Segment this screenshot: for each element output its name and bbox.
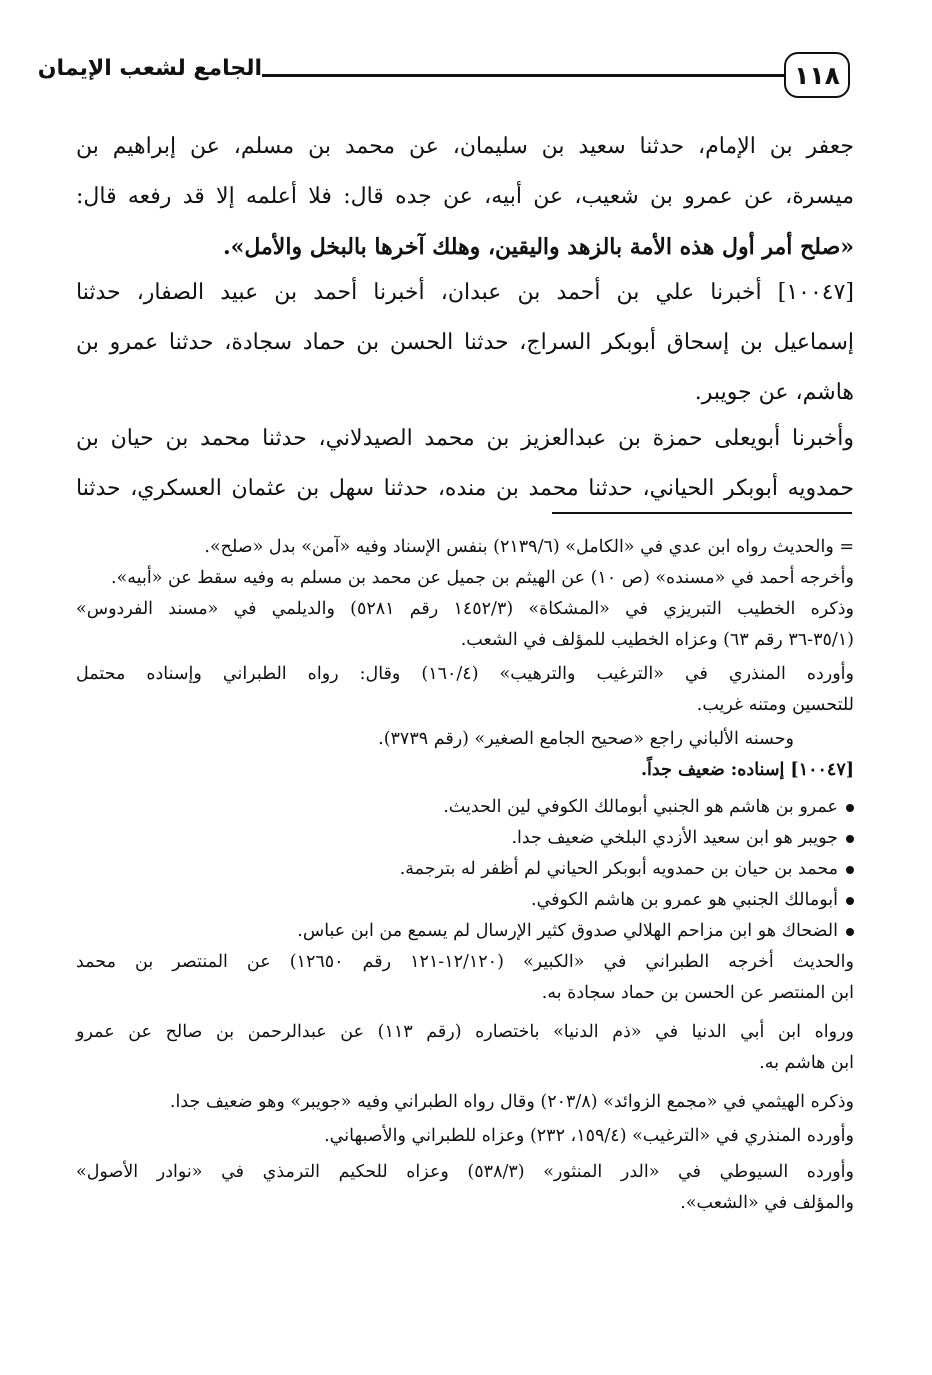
paragraph-2	[76, 268, 854, 418]
narrator-bullet	[76, 823, 854, 854]
footnote-line: ابن هاشم به.	[759, 1053, 854, 1073]
bullet-text: عمرو بن هاشم هو الجنبي أبومالك الكوفي لين الحديث.	[443, 797, 838, 817]
hadith-text-line: «صلح أمر أول هذه الأمة بالزهد واليقين، وهلك آخرها بالبخل والأمل».	[222, 234, 854, 260]
bullet-text: أبومالك الجنبي هو عمرو بن هاشم الكوفي.	[531, 890, 838, 910]
bullet-dot	[846, 866, 854, 874]
text-line: هاشم، عن جويبر.	[694, 380, 854, 405]
footnote-line: وحسنه الألباني راجع «صحيح الجامع الصغير» (رقم ٣٧٣٩).	[378, 729, 794, 749]
running-title: الجامع لشعب الإيمان	[37, 56, 262, 81]
text-line: جعفر بن الإمام، حدثنا سعيد بن سليمان، عن محمد بن مسلم، عن إبراهيم بن	[76, 134, 854, 159]
page-number: ١١٨	[794, 60, 840, 90]
text-line: ميسرة، عن عمرو بن شعيب، عن أبيه، عن جده قال: فلا أعلمه إلا قد رفعه قال:	[76, 184, 854, 209]
footnote-line: والحديث أخرجه الطبراني في «الكبير» (١٢/١٢٠-١٢١ رقم ١٢٦٥٠) عن المنتصر بن محمد	[76, 952, 854, 972]
footnote-line: (٣٥/١-٣٦ رقم ٦٣) وعزاه الخطيب للمؤلف في الشعب.	[460, 630, 854, 650]
paragraph-3	[76, 414, 854, 514]
footnote-line: ابن المنتصر عن الحسن بن حماد سجادة به.	[541, 983, 854, 1003]
footnote-line: وذكره الهيثمي في «مجمع الزوائد» (٢٠٣/٨) وقال رواه الطبراني وفيه «جويبر» وهو ضعيف جدا.	[169, 1092, 854, 1112]
footnote-line: والمؤلف في «الشعب».	[680, 1193, 854, 1213]
bullet-dot	[846, 928, 854, 936]
footnote-separator	[552, 512, 852, 514]
footnote-line: وأورده السيوطي في «الدر المنثور» (٥٣٨/٣) وعزاه للحكيم الترمذي في «نوادر الأصول»	[76, 1162, 854, 1182]
page-number-badge	[784, 52, 850, 98]
narrator-bullet	[76, 885, 854, 916]
text-line: حمدويه أبوبكر الحياني، حدثنا محمد بن منده، حدثنا سهل بن عثمان العسكري، حدثنا	[76, 476, 854, 501]
footnote-line: للتحسين ومتنه غريب.	[696, 695, 854, 715]
isnad-grade-line: [١٠٠٤٧] إسناده: ضعيف جداً.	[640, 760, 854, 780]
narrator-bullet	[76, 916, 854, 947]
footnote-line: = والحديث رواه ابن عدي في «الكامل» (٢١٣٩/٦) بنفس الإسناد وفيه «آمن» بدل «صلح».	[204, 537, 854, 557]
text-line: وأخبرنا أبويعلى حمزة بن عبدالعزيز بن محمد الصيدلاني، حدثنا محمد بن حيان بن	[76, 426, 854, 451]
text-line: إسماعيل بن إسحاق أبوبكر السراج، حدثنا الحسن بن حماد سجادة، حدثنا عمرو بن	[76, 330, 854, 355]
narrator-bullet	[76, 854, 854, 885]
bullet-text: جويبر هو ابن سعيد الأزدي البلخي ضعيف جدا.	[511, 828, 838, 848]
bullet-text: الضحاك هو ابن مزاحم الهلالي صدوق كثير الإرسال لم يسمع من ابن عباس.	[297, 921, 838, 941]
header-rule	[262, 74, 784, 77]
footnote-line: وأورده المنذري في «الترغيب والترهيب» (١٦٠/٤) وقال: رواه الطبراني وإسناده محتمل	[76, 664, 854, 684]
footnotes	[76, 532, 854, 1219]
bullet-dot	[846, 897, 854, 905]
bullet-dot	[846, 835, 854, 843]
bullet-text: محمد بن حيان بن حمدويه أبوبكر الحياني لم أظفر له بترجمة.	[399, 859, 838, 879]
footnote-line: ورواه ابن أبي الدنيا في «ذم الدنيا» باختصاره (رقم ١١٣) عن عبدالرحمن بن صالح عن عمرو	[76, 1022, 854, 1042]
footnote-line: وأخرجه أحمد في «مسنده» (ص ١٠) عن الهيثم بن جميل عن محمد بن مسلم به وفيه سقط عن «أبيه».	[111, 568, 854, 588]
narrator-bullet	[76, 792, 854, 823]
bullet-dot	[846, 804, 854, 812]
text-line: [١٠٠٤٧] أخبرنا علي بن أحمد بن عبدان، أخبرنا أحمد بن عبيد الصفار، حدثنا	[76, 280, 854, 305]
footnote-line: وأورده المنذري في «الترغيب» (١٥٩/٤، ٢٣٢) وعزاه للطبراني والأصبهاني.	[324, 1126, 854, 1146]
paragraph-1	[76, 122, 854, 272]
footnote-line: وذكره الخطيب التبريزي في «المشكاة» (١٤٥٢/٣ رقم ٥٢٨١) والديلمي في «مسند الفردوس»	[76, 599, 854, 619]
